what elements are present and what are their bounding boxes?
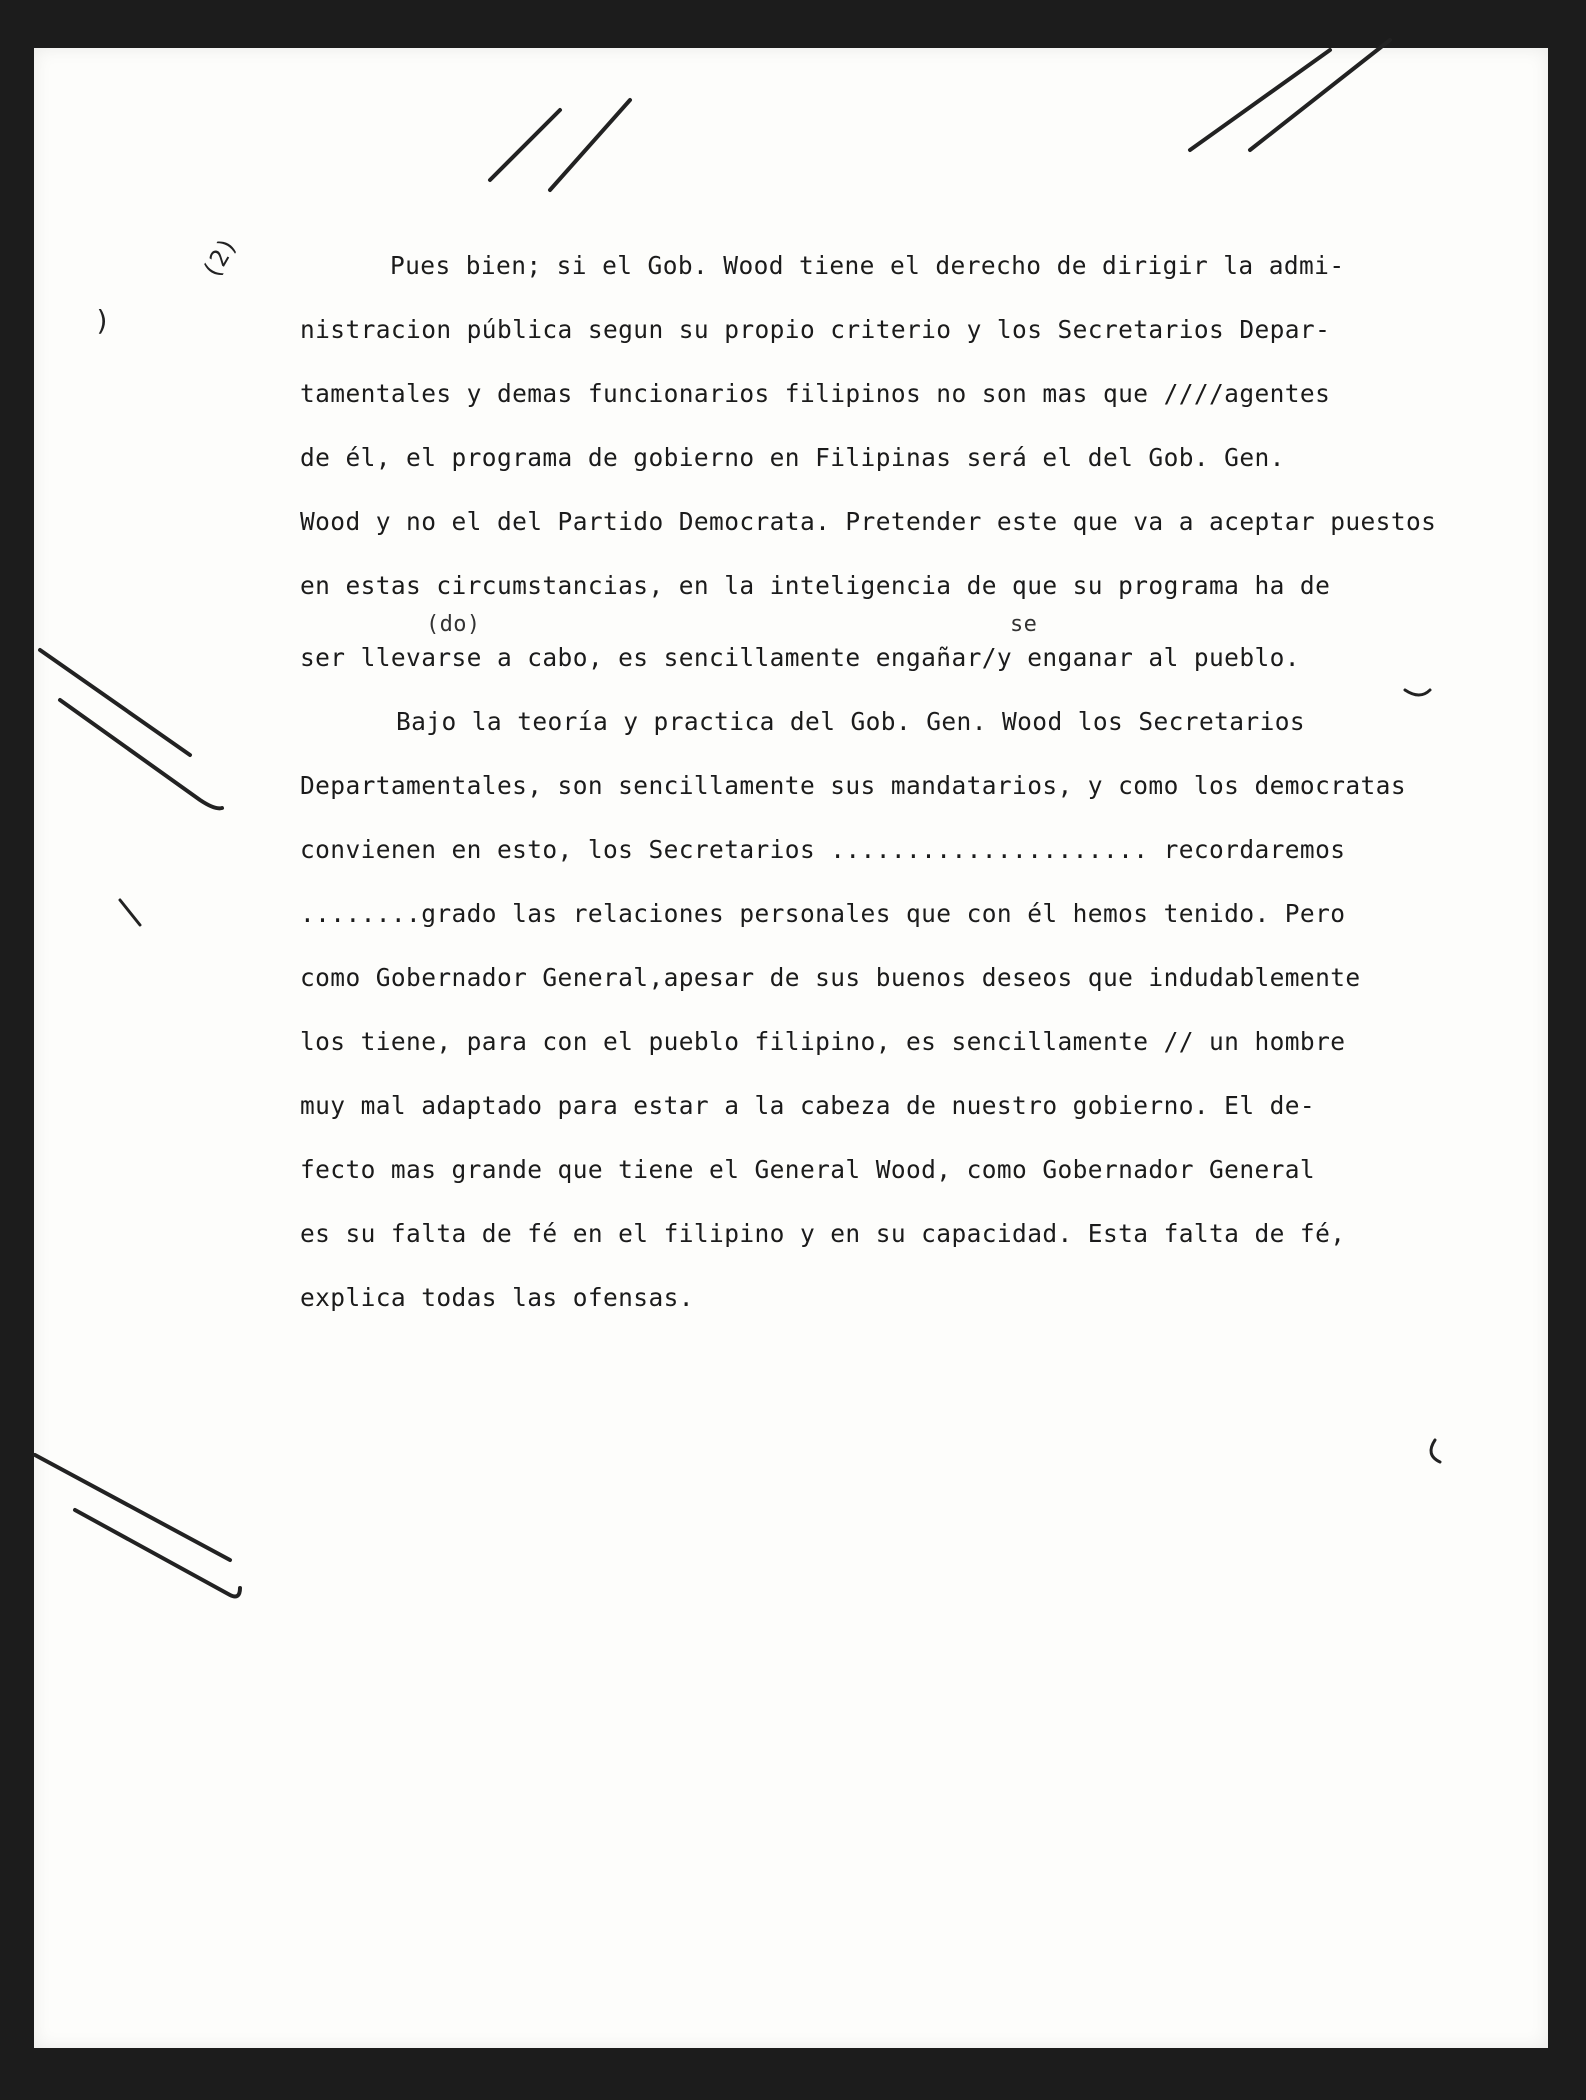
scan-mark	[1190, 50, 1330, 150]
interlinear-correction: se	[1010, 612, 1038, 637]
text-line: muy mal adaptado para estar a la cabeza de nuestro gobierno. El de-	[300, 1091, 1316, 1120]
text-line: en estas circumstancias, en la inteligencia de que su programa ha de	[300, 571, 1331, 600]
scan-mark	[1431, 1440, 1440, 1462]
text-line: convienen en esto, los Secretarios ..................... recordaremos	[300, 835, 1346, 864]
text-line: nistracion pública segun su propio criterio y los Secretarios Depar-	[300, 315, 1331, 344]
text-line: ........grado las relaciones personales que con él hemos tenido. Pero	[300, 899, 1346, 928]
scan-mark	[60, 700, 222, 808]
interlinear-correction: (do)	[426, 612, 481, 637]
text-line: es su falta de fé en el filipino y en su capacidad. Esta falta de fé,	[300, 1219, 1346, 1248]
text-line: Pues bien; si el Gob. Wood tiene el derecho de dirigir la admi-	[390, 251, 1345, 280]
page-number: (2)	[196, 232, 243, 284]
text-line: ser llevarse a cabo, es sencillamente engañar/y enganar al pueblo.	[300, 643, 1300, 672]
scan-mark	[120, 900, 140, 925]
text-line: tamentales y demas funcionarios filipinos no son mas que ////agentes	[300, 379, 1331, 408]
scan-mark	[1405, 690, 1430, 695]
text-line: como Gobernador General,apesar de sus buenos deseos que indudablemente	[300, 963, 1361, 992]
text-line: fecto mas grande que tiene el General Wood, como Gobernador General	[300, 1155, 1316, 1184]
text-line: Departamentales, son sencillamente sus mandatarios, y como los democratas	[300, 771, 1406, 800]
scan-mark	[550, 100, 630, 190]
text-line: Bajo la teoría y practica del Gob. Gen. Wood los Secretarios	[396, 707, 1306, 736]
text-line: los tiene, para con el pueblo filipino, es sencillamente // un hombre	[300, 1027, 1346, 1056]
scan-mark	[490, 110, 560, 180]
text-line: explica todas las ofensas.	[300, 1283, 694, 1312]
text-line: de él, el programa de gobierno en Filipinas será el del Gob. Gen.	[300, 443, 1285, 472]
scan-mark	[35, 1455, 230, 1560]
text-line: Wood y no el del Partido Democrata. Pretender este que va a aceptar puestos	[300, 507, 1437, 536]
margin-mark: )	[94, 304, 111, 337]
